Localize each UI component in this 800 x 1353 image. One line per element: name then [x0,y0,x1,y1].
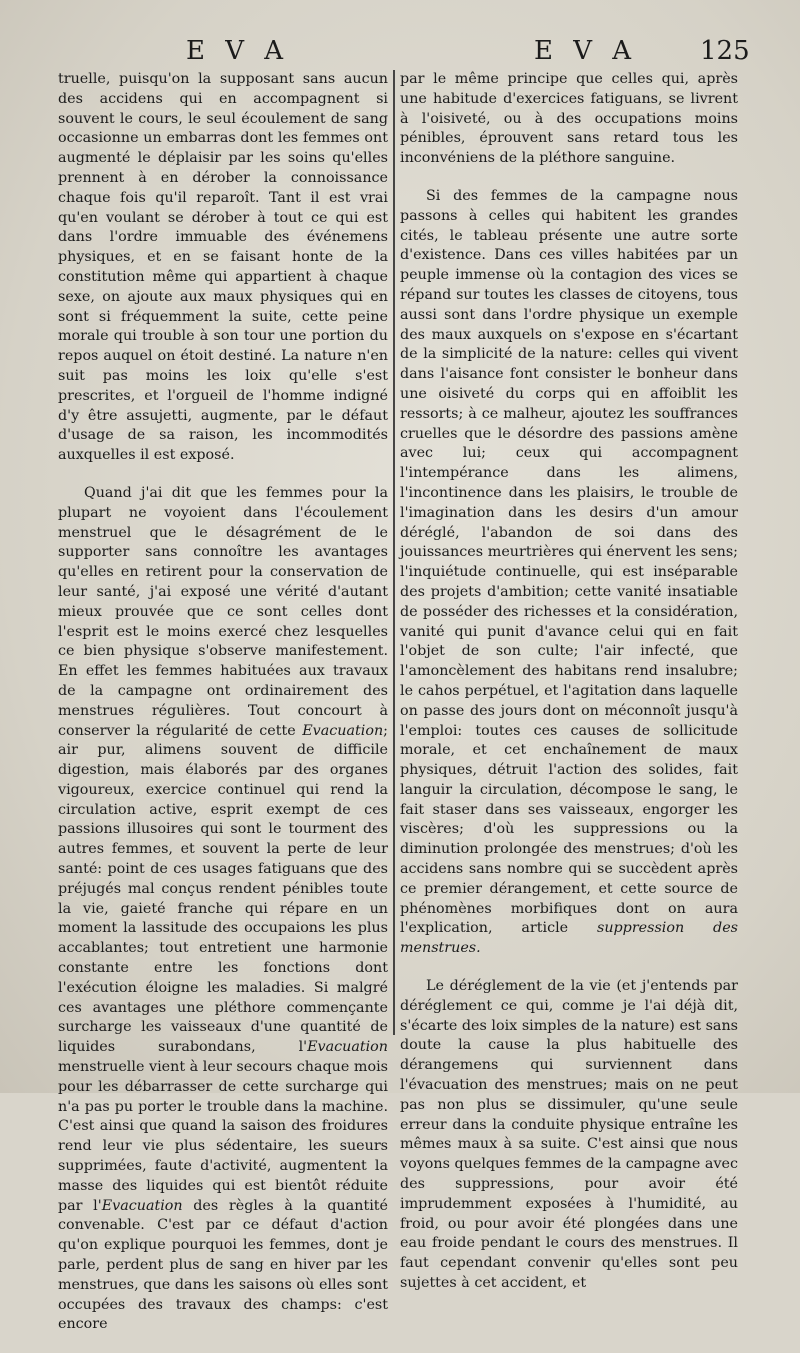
text-run: menstruelle vient à leur secours chaque mois pour les débarrasser de cette surcharge qui n'a pas pu porter le trouble dans la machine. C'est ainsi que quand la saison des froidures rend leur vie plus sédentaire, les sueurs supprimées, faute d'activité, augmentent la masse des liquides qui est bientôt réduite par l' [58,1059,388,1214]
running-header [0,36,800,68]
paragraph [400,187,738,959]
italic-term: Evacuation [307,1039,388,1056]
text-run: Quand j'ai dit que les femmes pour la plupart ne voyoient dans l'écoulement menstruel que le désagrément de le supporter sans connoître les avantages qu'elles en retirent pour la conservation de leur santé, j'ai exposé une vérité d'autant mieux prouvée que ce sont celles dont l'esprit est le moins exercé chez lesquelles ce bien physique s'observe manifestement. En effet les femmes habituées aux travaux de la campagne ont ordinairement des menstrues régulières. Tout concourt à conserver la régularité de cette [58,484,388,739]
header-right-title: E V A [534,36,638,66]
column-divider [393,70,395,1035]
text-run: des règles à la quantité convenable. C'est par ce défaut d'action qu'on explique pourquoi les femmes, dont je parle, perdent plus de sang en hiver par les menstrues, que dans les saisons où elles sont occupées des travaux des champs: c'est encore [58,1197,388,1333]
text-run: ; air pur, alimens souvent de difficile digestion, mais élaborés par des organes vigoureux, exercice continuel qui rend la circulation active, esprit exempt de ces passions illusoires qui sont le tourment des autres femmes, et souvent la perte de leur santé: point de ces usages fatiguans que des préjugés mal conçus rendent pénibles toute la vie, gaieté franche qui répare en un moment la lassitude des occupaions les plus accablantes; tout entretient une harmonie constante entre les fonctions dont l'exécution éloigne les maladies. Si malgré ces avantages une pléthore commençante surcharge les vaisseaux d'une quantité de liquides surabondans, l' [58,722,388,1056]
header-left-title: E V A [186,36,290,66]
page-number: 125 [700,36,750,66]
italic-term: suppression des menstrues. [400,920,739,957]
left-column [58,70,388,1353]
paragraph: par le même principe que celles qui, après une habitude d'exercices fatiguans, se livrent à l'oisiveté, ou à des occupations moins pénibles, éprouvent sans retard tous les inconvéniens de la pléthore sanguine. [400,71,738,167]
text-run: Si des femmes de la campagne nous passons à celles qui habitent les grandes cités, le tableau présente une autre sorte d'existence. Dans ces villes habitées par un peuple immense où la contagion des vices se répand sur toutes les classes de citoyens, tous aussi sont dans l'ordre physique un exemple des maux auxquels on s'expose en s'écartant de la simplicité de la nature: celles qui vivent dans l'aisance font consister le bonheur dans une oisiveté du corps qui en affoiblit les ressorts; à ce malheur, ajoutez les souffrances cruelles que le désordre des passions amène avec lui; ceux qui accompagnent l'intempérance dans les alimens, l'incontinence dans les plaisirs, le trouble de l'imagination dans les desirs d'un amour déréglé, l'abandon de soi dans des jouissances meurtrières qui énervent les sens; l'inquiétude continuelle, qui est inséparable des projets d'ambition; cette vanité insatiable de posséder des richesses et la considération, vanité qui punit d'avance celui qui en fait l'objet de son culte; l'air infecté, que l'amoncèlement des habitans rend insalubre; le cahos perpétuel, et l'agitation dans laquelle on passe des jours dont on méconnoît jusqu'à l'emploi: toutes ces causes de sollicitude morale, et cet enchaînement de maux physiques, détruit l'action des solides, fait languir la circulation, décompose le sang, le fait staser dans ses vaisseaux, engorger les viscères; d'où les suppressions ou la diminution prolongée des menstrues; d'où les accidens sans nombre qui se succèdent après ce premier dérangement, et cette source de phénomènes morbifiques dont on aura l'explication, article [400,187,738,937]
paragraph [58,484,388,1335]
italic-term: Evacuation [302,722,384,739]
right-column [400,70,738,1312]
paragraph: truelle, puisqu'on la supposant sans aucun des accidens qui en accompagnent si souvent le cours, le seul écoulement de sang occasionne un embarras dont les femmes ont augmenté le déplaisir par les soins qu'elles prennent à en dérober la connoissance chaque fois qu'il reparoît. Tant il est vrai qu'en voulant se dérober à tout ce qui est dans l'ordre immuable des événemens physiques, et en se faisant honte de la constitution même qui appartient à chaque sexe, on ajoute aux maux physiques qui en sont si fréquemment la suite, cette peine morale qui trouble à son tour une portion du repos auquel on étoit destiné. La nature n'en suit pas moins les loix qu'elle s'est prescrites, et l'orgueil de l'homme indigné d'y être assujetti, augmente, par le défaut d'usage de sa raison, les incommodités auxquelles il est exposé. [58,71,388,464]
italic-term: Evacuation [101,1197,183,1214]
paragraph: Le déréglement de la vie (et j'entends par déréglement ce qui, comme je l'ai déjà dit, s'écarte des loix simples de la nature) est sans doute la cause la plus habituelle des dérangemens qui surviennent dans l'évacuation des menstrues; mais on ne peut pas non plus se dissimuler, qu'une seule erreur dans la conduite physique entraîne les mêmes maux à sa suite. C'est ainsi que nous voyons quelques femmes de la campagne avec des suppressions, pour avoir été imprudemment exposées à l'humidité, au froid, ou pour avoir été plongées dans une eau froide pendant le cours des menstrues. Il faut cependant convenir qu'elles sont peu sujettes à cet accident, et [400,978,738,1292]
